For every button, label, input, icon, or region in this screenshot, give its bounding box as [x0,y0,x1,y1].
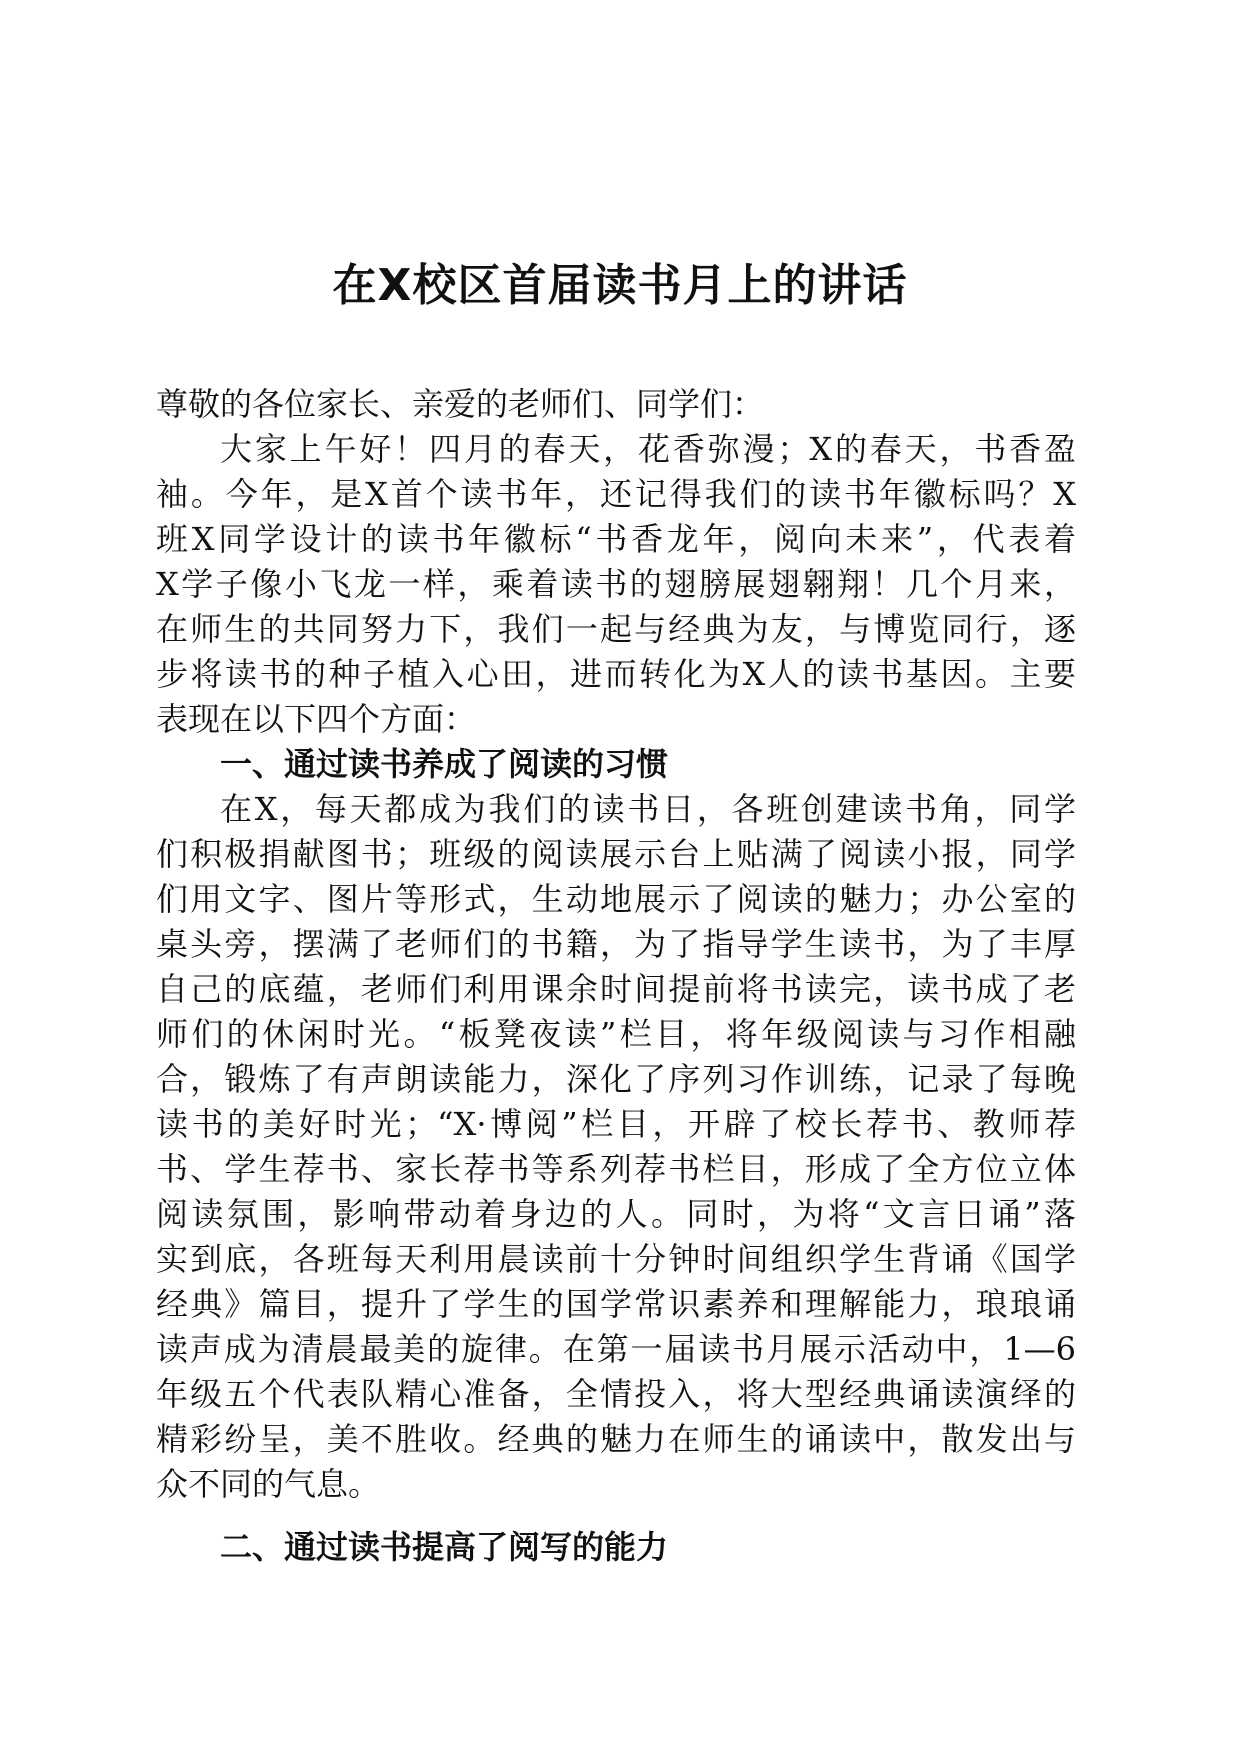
section-heading-1: 一、通过读书养成了阅读的习惯 [220,745,669,783]
paragraph-line: 书、学生荐书、家长荐书等系列荐书栏目，形成了全方位立体 [156,1150,1076,1188]
paragraph-line: 表现在以下四个方面： [156,700,477,738]
paragraph-line: 读声成为清晨最美的旋律。在第一届读书月展示活动中，1—6 [156,1330,1076,1368]
paragraph-line: 袖。今年，是X首个读书年，还记得我们的读书年徽标吗？X [156,475,1076,513]
paragraph-line: 师们的休闲时光。“板凳夜读”栏目，将年级阅读与习作相融 [156,1015,1076,1053]
paragraph-line: 桌头旁，摆满了老师们的书籍，为了指导学生读书，为了丰厚 [156,925,1076,963]
paragraph-line: 精彩纷呈，美不胜收。经典的魅力在师生的诵读中，散发出与 [156,1420,1076,1458]
salutation: 尊敬的各位家长、亲爱的老师们、同学们： [156,385,765,423]
paragraph-line: 步将读书的种子植入心田，进而转化为X人的读书基因。主要 [156,655,1076,693]
paragraph-line: 在师生的共同努力下，我们一起与经典为友，与博览同行，逐 [156,610,1076,648]
paragraph-line: 经典》篇目，提升了学生的国学常识素养和理解能力，琅琅诵 [156,1285,1076,1323]
page-title: 在X校区首届读书月上的讲话 [332,260,908,311]
paragraph-line: 阅读氛围，影响带动着身边的人。同时，为将“文言日诵”落 [156,1195,1076,1233]
paragraph-line: 众不同的气息。 [156,1465,381,1503]
paragraph-line: 们积极捐献图书；班级的阅读展示台上贴满了阅读小报，同学 [156,835,1076,873]
paragraph-line: 年级五个代表队精心准备，全情投入，将大型经典诵读演绎的 [156,1375,1076,1413]
paragraph-line: 自己的底蕴，老师们利用课余时间提前将书读完，读书成了老 [156,970,1076,1008]
section-heading-2: 二、通过读书提高了阅写的能力 [220,1528,669,1566]
paragraph-line: 合，锻炼了有声朗读能力，深化了序列习作训练，记录了每晚 [156,1060,1076,1098]
paragraph-line: X学子像小飞龙一样，乘着读书的翅膀展翅翱翔！几个月来， [156,565,1076,603]
paragraph-line: 在X，每天都成为我们的读书日，各班创建读书角，同学 [220,790,1076,828]
paragraph-line: 实到底，各班每天利用晨读前十分钟时间组织学生背诵《国学 [156,1240,1076,1278]
speech-body [156,382,1076,1570]
paragraph-line: 班X同学设计的读书年徽标“书香龙年，阅向未来”，代表着 [156,520,1076,558]
paragraph-line: 们用文字、图片等形式，生动地展示了阅读的魅力；办公室的 [156,880,1076,918]
paragraph-line: 读书的美好时光；“X·博阅”栏目，开辟了校长荐书、教师荐 [156,1105,1076,1143]
paragraph-line: 大家上午好！四月的春天，花香弥漫；X的春天，书香盈 [220,430,1076,468]
